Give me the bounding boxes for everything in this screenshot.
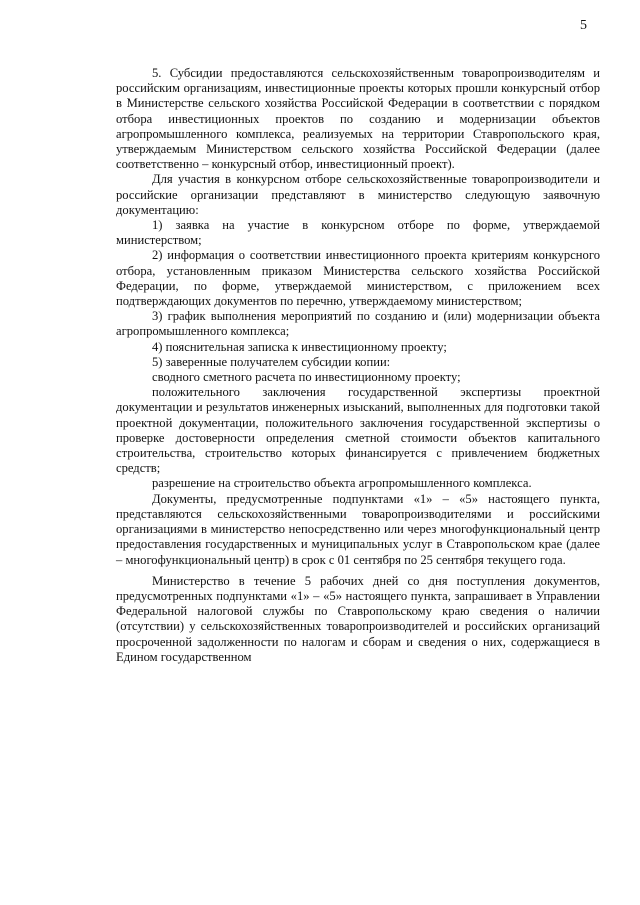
document-body bbox=[116, 66, 600, 665]
paragraph-subsidies: 5. Субсидии предоставляются сельскохозяйственным товаропроизводителям и российским организациям, инвестиционные проекты которых прошли конкурсный отбор в Министерстве сельского хозяйства Российской Федерации в соответствии с порядком отбора инвестиционных проектов по созданию и модернизации объектов агропромышленного комплекса, реализуемых на территории Ставропольского края, утверждаемым Министерством сельского хозяйства Российской Федерации (далее соответственно – конкурсный отбор, инвестиционный проект). bbox=[116, 66, 600, 172]
list-item-certified-copies: 5) заверенные получателем субсидии копии: bbox=[152, 354, 391, 369]
page-number: 5 bbox=[580, 18, 587, 33]
list-item-information: 2) информация о соответствии инвестиционного проекта критериям конкурсного отбора, установленным приказом Министерства сельского хозяйства Российской Федерации, по форме, утверждаемой министерством, с приложением всех подтверждающих документов по перечню, утверждаемому министерством; bbox=[116, 248, 600, 309]
list-item-schedule: 3) график выполнения мероприятий по созданию и (или) модернизации объекта агропромышленного комплекса; bbox=[116, 309, 600, 339]
sub-item-construction-permit: разрешение на строительство объекта агропромышленного комплекса. bbox=[152, 476, 532, 491]
sub-item-expertise: положительного заключения государственной экспертизы проектной документации и результатов инженерных изысканий, выполненных для подготовки такой проектной документации, положительного заключения государственной экспертизы о проверке достоверности определения сметной стоимости объектов капитального строительства, строительство которых финансируется с привлечением бюджетных средств; bbox=[116, 385, 600, 476]
list-item-application: 1) заявка на участие в конкурсном отборе по форме, утверждаемой министерством; bbox=[116, 218, 600, 248]
paragraph-participation: Для участия в конкурсном отборе сельскохозяйственные товаропроизводители и российские организации представляют в министерство следующую заявочную документацию: bbox=[116, 172, 600, 217]
sub-item-estimate: сводного сметного расчета по инвестиционному проекту; bbox=[152, 370, 461, 385]
list-item-explanatory-note: 4) пояснительная записка к инвестиционному проекту; bbox=[152, 339, 447, 354]
paragraph-documents-submission: Документы, предусмотренные подпунктами «1» – «5» настоящего пункта, представляются сельскохозяйственными товаропроизводителями и российскими организациями в министерство непосредственно или через многофункциональный центр предоставления государственных и муниципальных услуг в Ставропольском крае (далее – многофункциональный центр) в срок с 01 сентября по 25 сентября текущего года. bbox=[116, 491, 600, 567]
paragraph-ministry-request: Министерство в течение 5 рабочих дней со дня поступления документов, предусмотренных подпунктами «1» – «5» настоящего пункта, запрашивает в Управлении Федеральной налоговой службы по Ставропольскому краю сведения о наличии (отсутствии) у сельскохозяйственных товаропроизводителей и российских организаций просроченной задолженности по налогам и сборам и сведения о них, содержащиеся в Едином государственном bbox=[116, 573, 600, 664]
